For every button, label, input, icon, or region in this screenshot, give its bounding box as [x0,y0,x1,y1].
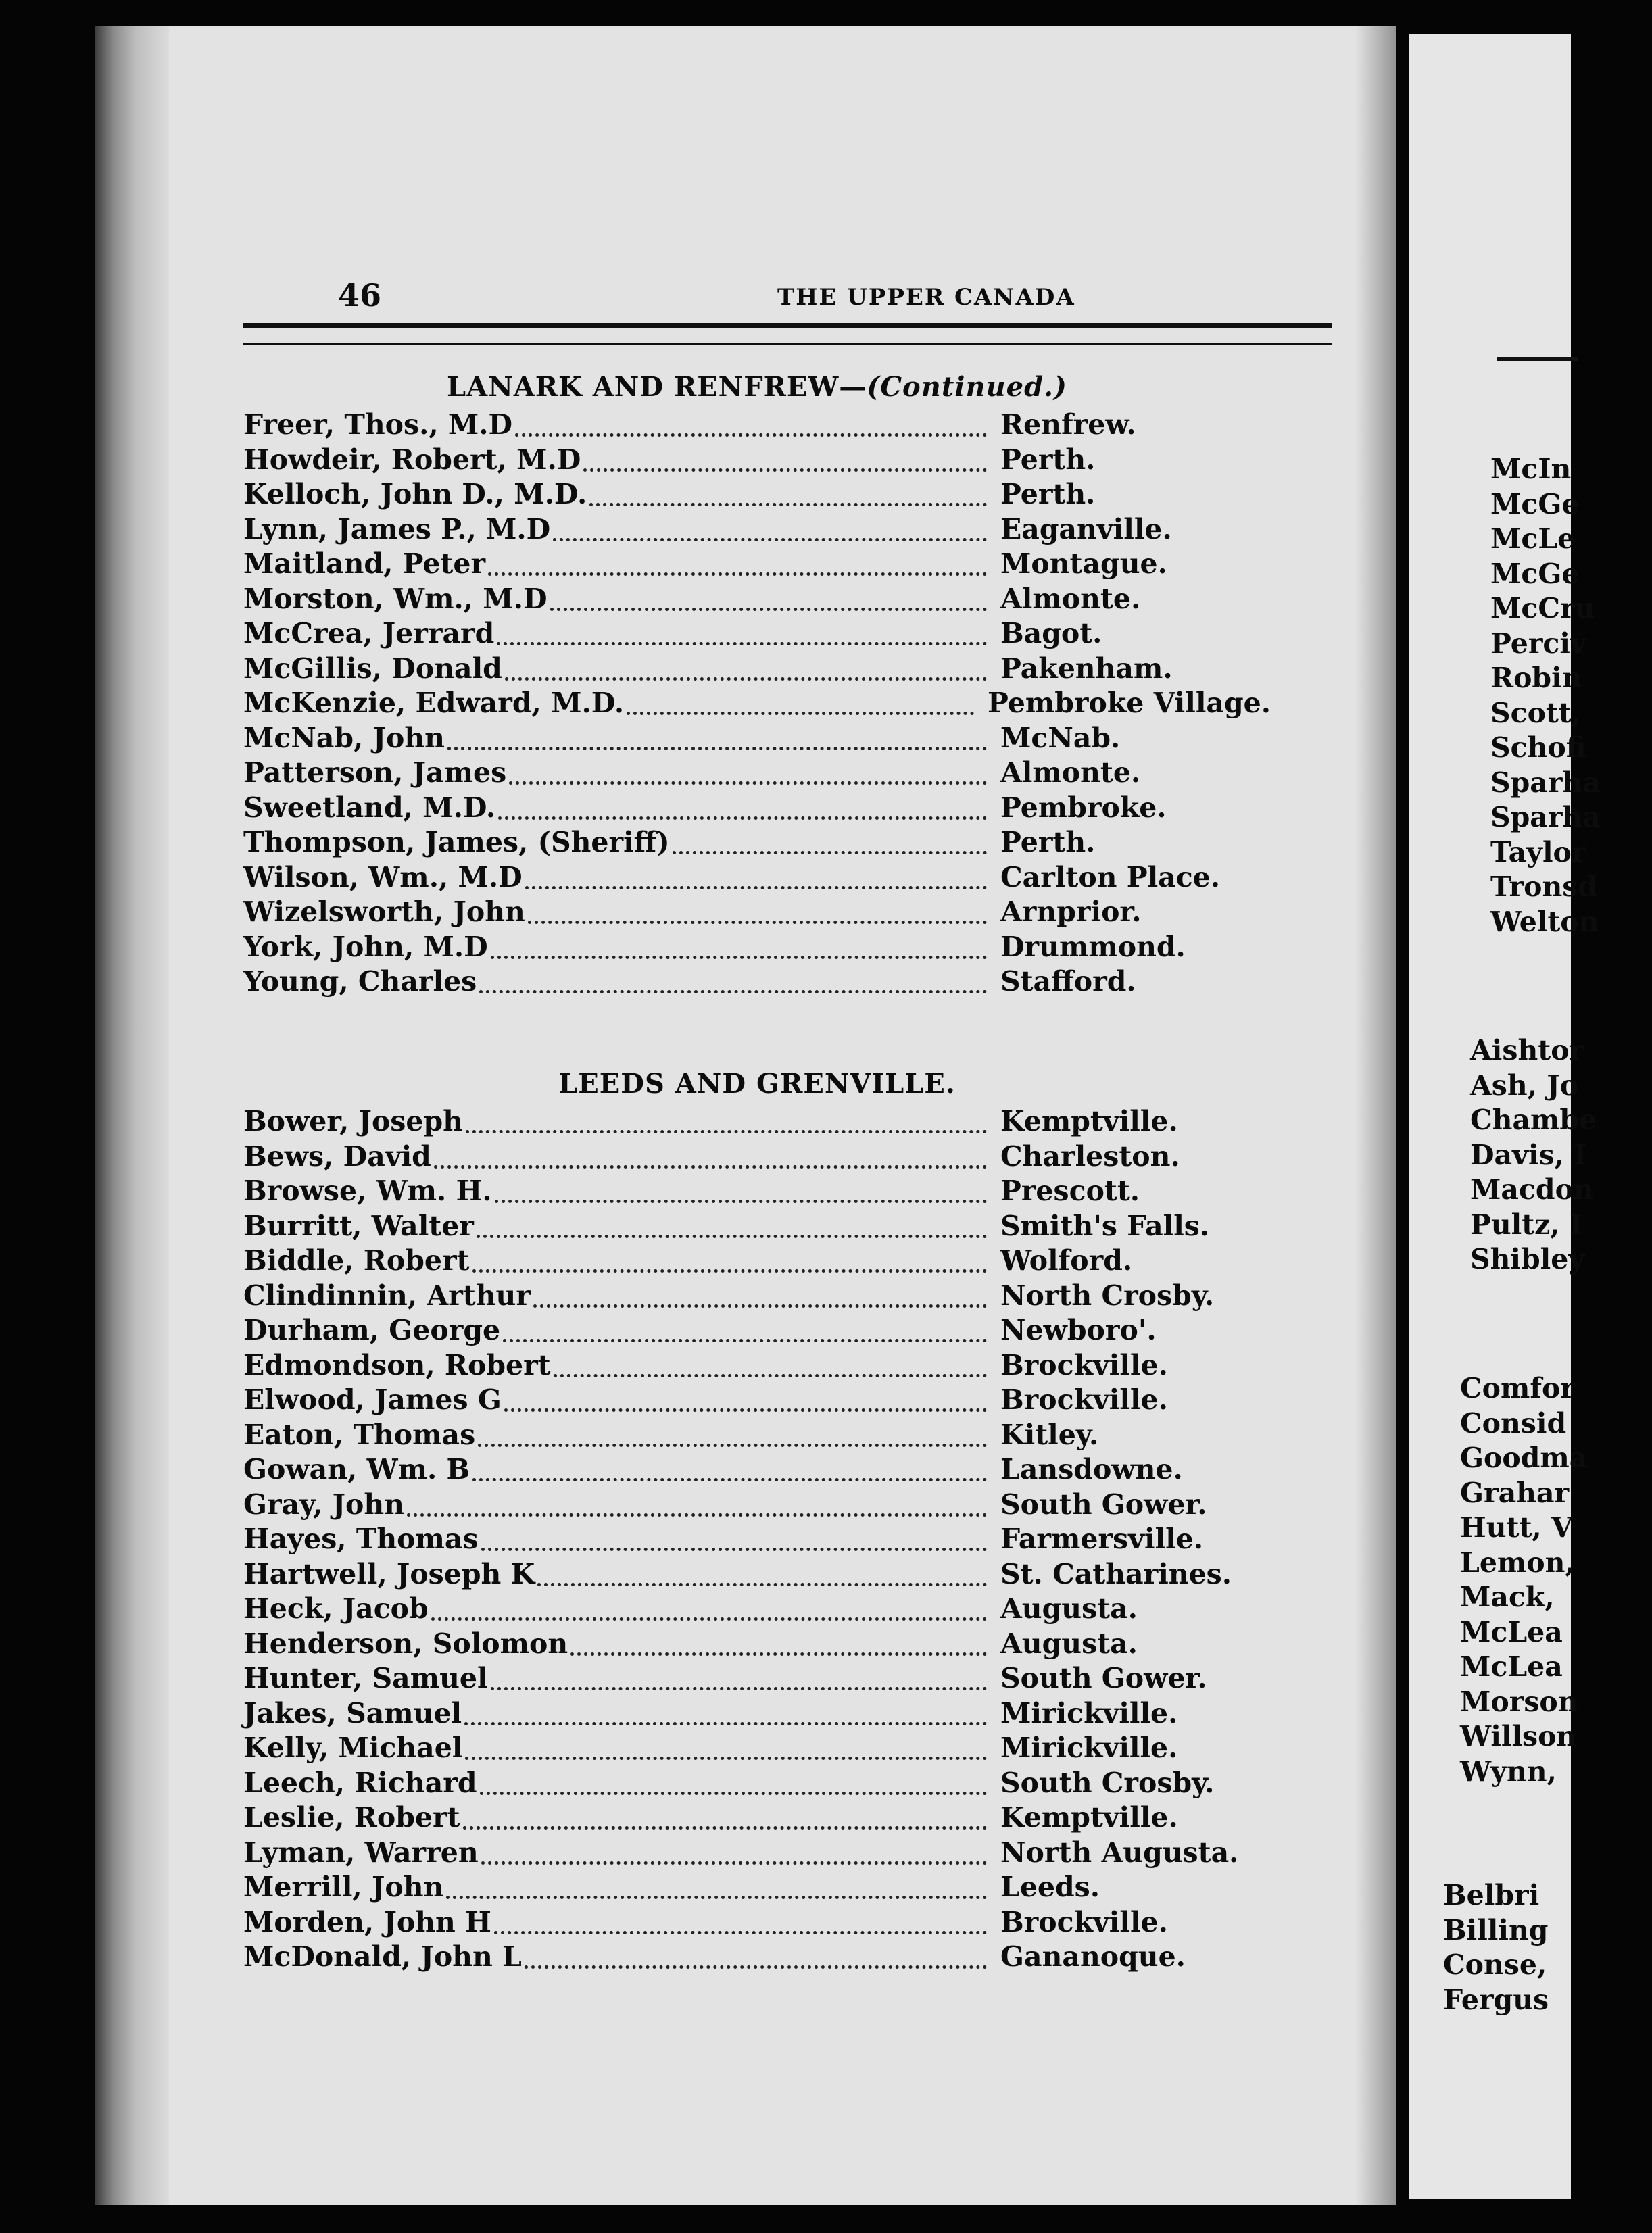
directory-entry [243,1940,1271,1976]
facing-entry: Comfor [1460,1372,1575,1404]
facing-entry: Ash, Jo [1470,1069,1578,1102]
entry-name: Heck, Jacob [243,1592,429,1625]
entry-name: Hunter, Samuel [243,1662,488,1694]
entry-place: Perth. [1000,826,1096,858]
entry-place: Kitley. [1000,1418,1099,1451]
entry-place: Almonte. [1000,756,1141,789]
entry-place: Perth. [1000,443,1096,476]
entry-place: Montague. [1000,547,1167,580]
entry-place: Perth. [1000,478,1096,510]
directory-entry [243,1767,1271,1802]
entry-place: Augusta. [1000,1627,1138,1660]
facing-entry: Fergus [1443,1983,1549,2016]
facing-entry: Aishtor [1470,1034,1584,1066]
directory-entry [243,1871,1271,1906]
directory-entry [243,1732,1271,1767]
directory-entry [243,547,1271,583]
entry-place: Carlton Place. [1000,860,1221,893]
entry-name: Henderson, Solomon [243,1627,568,1660]
facing-header-rule [1497,357,1578,361]
directory-entry [243,1836,1271,1871]
facing-entry: Chambe [1470,1104,1597,1136]
entry-name: Bower, Joseph [243,1105,463,1137]
dot-leader [447,739,987,750]
facing-entry: Mack, [1460,1581,1555,1613]
entry-name: Biddle, Robert [243,1244,470,1277]
dot-leader [509,773,987,785]
running-title: THE UPPER CANADA [777,284,1075,311]
facing-entry: McGe [1490,557,1580,590]
facing-list [1490,453,1652,940]
dot-leader [504,1400,987,1412]
entry-name: Lynn, James P., M.D [243,512,551,545]
dot-leader [481,1540,987,1551]
entry-name: McCrea, Jerrard [243,617,495,649]
section-leeds-grenville [243,1063,1271,1976]
entry-name: Bews, David [243,1139,431,1173]
entry-name: Wizelsworth, John [243,895,525,928]
entry-place: Stafford. [1000,965,1136,998]
directory-entry [243,617,1271,652]
directory-entry [243,583,1271,618]
entry-name: McGillis, Donald [243,652,502,685]
facing-entry: Pultz, I [1470,1208,1583,1241]
directory-entry [243,1314,1271,1349]
entry-name: York, John, M.D [243,930,488,963]
directory-entry [243,965,1271,1000]
directory-entry [243,722,1271,757]
facing-entry: Morson [1460,1685,1578,1718]
directory-entry [243,1175,1271,1210]
entry-place: Mirickville. [1000,1732,1178,1764]
facing-list [1460,1372,1622,1790]
entry-name: Browse, Wm. H. [243,1175,492,1207]
entry-name: Jakes, Samuel [243,1696,462,1729]
dot-leader [472,1261,988,1273]
dot-leader [446,1888,987,1899]
entry-place: Prescott. [1000,1175,1140,1207]
dot-leader [494,1923,987,1934]
facing-entry: Robin [1490,662,1582,694]
directory-entry [243,756,1271,791]
entry-place: Wolford. [1000,1244,1133,1277]
facing-entry: Perciv [1490,627,1586,660]
entry-name: Hartwell, Joseph K [243,1557,535,1590]
entry-name: Patterson, James [243,756,507,789]
entry-name: Wilson, Wm., M.D [243,860,523,893]
dot-leader [503,1331,987,1342]
directory-entry [243,1558,1271,1593]
entry-place: Renfrew. [1000,408,1136,441]
dot-leader [466,1122,987,1133]
dot-leader [434,1157,987,1169]
directory-entry [243,1592,1271,1627]
dot-leader [515,425,987,437]
dot-leader [480,1784,987,1795]
dot-leader [673,843,987,854]
entry-place: Pembroke. [1000,791,1167,824]
entry-place: Bagot. [1000,617,1102,649]
directory-entry [243,1523,1271,1558]
entry-name: Morden, John H [243,1905,491,1938]
dot-leader [463,1818,988,1830]
facing-entry: McLe [1490,522,1576,555]
directory-entry [243,513,1271,548]
entry-place: Pembroke Village. [988,687,1271,719]
entry-place: Kemptville. [1000,1801,1178,1834]
facing-entry: Shibley [1470,1243,1585,1275]
directory-entry [243,1210,1271,1245]
entry-place: Farmersville. [1000,1523,1204,1555]
directory-entry [243,687,1271,722]
entry-name: Hayes, Thomas [243,1523,479,1555]
facing-entry: McCru [1490,592,1595,624]
facing-entry: Consid [1460,1406,1567,1440]
entry-place: Leeds. [1000,1871,1100,1903]
dot-leader [528,912,987,924]
entry-place: South Crosby. [1000,1766,1215,1799]
directory-entry [243,1279,1271,1315]
section-heading: LANARK AND RENFREW—(Continued.) [447,371,1067,403]
dot-leader [553,530,987,541]
section-heading: LEEDS AND GRENVILLE. [558,1068,956,1100]
dot-leader [570,1644,987,1656]
dot-leader [550,599,987,611]
entry-place: Brockville. [1000,1905,1168,1938]
facing-entry: Taylor [1490,835,1586,868]
dot-leader [407,1505,987,1517]
dot-leader [478,1436,987,1447]
entry-name: Eaton, Thomas [243,1418,476,1451]
directory-entry [243,1140,1271,1175]
page-header [338,277,1419,318]
facing-entry: Conse, [1443,1948,1547,1981]
facing-entry: Sparha [1490,801,1601,833]
entry-place: Brockville. [1000,1383,1168,1416]
entry-name: Howdeir, Robert, M.D [243,443,581,476]
entry-name: Clindinnin, Arthur [243,1279,531,1312]
directory-entry [243,408,1271,443]
entry-place: Gananoque. [1000,1940,1186,1973]
entry-place: Augusta. [1000,1592,1138,1625]
facing-entry: Wynn, [1460,1754,1557,1788]
entry-place: North Crosby. [1000,1279,1215,1312]
entry-name: Morston, Wm., M.D [243,582,548,615]
directory-entry [243,1801,1271,1836]
entry-name: McKenzie, Edward, M.D. [243,687,625,719]
dot-leader [525,1957,987,1969]
entry-list [243,408,1271,1000]
entry-name: Leslie, Robert [243,1801,460,1834]
dot-leader [431,1609,987,1621]
directory-entry [243,826,1271,861]
entry-name: Lyman, Warren [243,1836,479,1869]
dot-leader [498,808,987,820]
facing-entry: Schofi [1490,731,1586,764]
entry-place: Pakenham. [1000,652,1173,685]
entry-name: Thompson, James, (Sheriff) [243,826,670,858]
dot-leader [627,704,974,715]
dot-leader [465,1748,987,1760]
entry-place: St. Catharines. [1000,1557,1232,1590]
dot-leader [589,495,987,506]
entry-name: Elwood, James G [243,1383,502,1416]
facing-list [1470,1034,1632,1278]
dot-leader [477,1227,987,1238]
entry-place: Charleston. [1000,1139,1180,1173]
facing-entry: Lemon, [1460,1546,1575,1579]
entry-name: Durham, George [243,1314,501,1346]
facing-entry: Sparha [1490,766,1601,799]
entry-place: South Gower. [1000,1488,1207,1521]
entry-place: Newboro'. [1000,1314,1157,1346]
dot-leader [488,564,987,576]
directory-entry [243,1488,1271,1523]
directory-entry [243,1419,1271,1454]
facing-entry: Davis, I [1470,1138,1587,1171]
directory-entry [243,791,1271,827]
directory-entry [243,1453,1271,1488]
entry-place: McNab. [1000,721,1121,754]
dot-leader [472,1470,987,1481]
facing-entry: Welton [1490,905,1599,938]
dot-leader [481,1853,987,1865]
directory-entry [243,478,1271,513]
facing-entry: Macdon [1470,1173,1594,1206]
facing-entry: McGe [1490,487,1580,520]
directory-entry [243,1244,1271,1279]
directory-entry [243,1105,1271,1140]
entry-place: Mirickville. [1000,1696,1178,1729]
facing-list [1443,1879,1605,2018]
directory-entry [243,1662,1271,1697]
entry-place: Drummond. [1000,930,1186,963]
entry-name: Kelly, Michael [243,1732,463,1764]
entry-name: Leech, Richard [243,1766,477,1799]
entry-name: Gowan, Wm. B [243,1453,470,1486]
dot-leader [537,1575,987,1586]
dot-leader [491,1679,987,1690]
directory-entry [243,1349,1271,1384]
directory-entry [243,861,1271,896]
entry-name: Gray, John [243,1488,404,1521]
directory-entry [243,931,1271,966]
facing-page [1409,34,1601,2199]
facing-entry: McIn [1490,453,1572,485]
entry-name: Maitland, Peter [243,547,486,580]
facing-entry: Willson [1460,1720,1577,1752]
entry-name: McNab, John [243,721,445,754]
dot-leader [497,634,987,645]
dot-leader [583,460,987,472]
entry-place: Brockville. [1000,1348,1168,1381]
facing-entry: Goodma [1460,1442,1588,1474]
directory-entry [243,1906,1271,1941]
header-rule [243,323,1332,345]
facing-entry: Scott, [1490,696,1582,729]
dot-leader [495,1192,987,1203]
entry-place: Arnprior. [1000,895,1142,928]
entry-name: McDonald, John L [243,1940,522,1973]
section-lanark-renfrew [243,366,1271,1000]
facing-entry: Grahar [1460,1476,1570,1509]
entry-name: Burritt, Walter [243,1209,474,1242]
entry-name: Kelloch, John D., M.D. [243,478,587,510]
entry-name: Merrill, John [243,1871,444,1903]
dot-leader [554,1366,987,1377]
entry-name: Young, Charles [243,965,477,998]
entry-place: South Gower. [1000,1662,1207,1694]
dot-leader [505,669,987,681]
facing-entry: Belbri [1443,1879,1540,1911]
directory-entry [243,1697,1271,1732]
entry-list [243,1105,1271,1976]
dot-leader [525,878,987,889]
dot-leader [464,1714,987,1725]
facing-entry: Tronsd [1490,870,1598,903]
facing-entry: McLea [1460,1650,1563,1683]
entry-place: Almonte. [1000,582,1141,615]
directory-entry [243,1383,1271,1419]
dot-leader [533,1296,987,1308]
entry-place: Kemptville. [1000,1105,1178,1137]
directory-entry [243,443,1271,478]
directory-entry [243,1627,1271,1663]
entry-place: Smith's Falls. [1000,1209,1210,1242]
directory-entry [243,652,1271,687]
facing-entry: Hutt, V [1460,1511,1573,1544]
facing-entry: McLea [1460,1615,1563,1648]
entry-place: Lansdowne. [1000,1453,1183,1486]
entry-name: Edmondson, Robert [243,1348,551,1381]
entry-name: Freer, Thos., M.D [243,408,513,441]
entry-name: Sweetland, M.D. [243,791,496,824]
dot-leader [491,948,987,959]
dot-leader [479,982,987,993]
page-number: 46 [338,277,382,314]
facing-entry: Billing [1443,1913,1549,1946]
entry-place: Eaganville. [1000,512,1172,545]
directory-entry [243,895,1271,931]
entry-place: North Augusta. [1000,1836,1239,1869]
